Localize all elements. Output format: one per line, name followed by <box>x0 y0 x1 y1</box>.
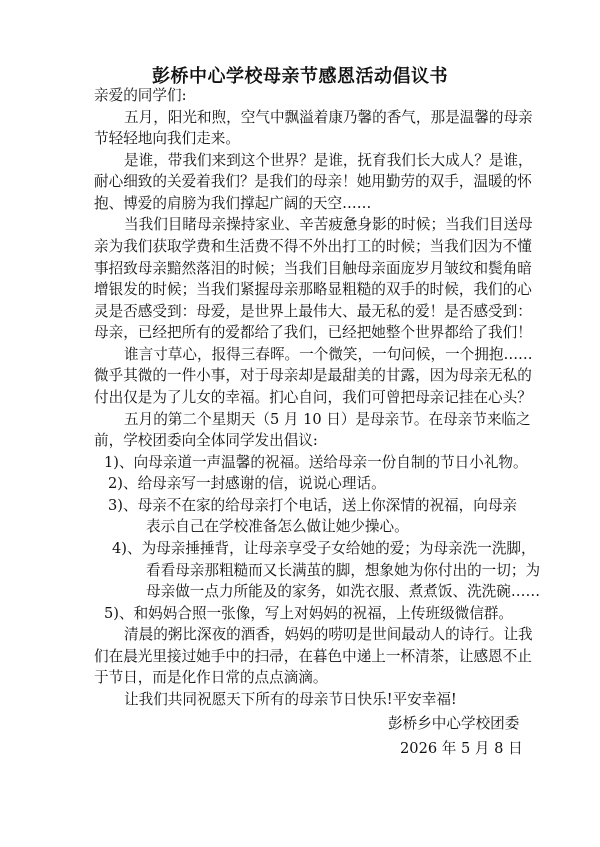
signature: 彭桥乡中心学校团委 <box>388 715 520 732</box>
body-line: 于节日，而是化作日常的点点滴滴。 <box>94 669 328 687</box>
body-line: 们在晨光里接过她手中的扫帚，在暮色中递上一杯清茶，让感恩不止 <box>94 647 532 665</box>
body-line: 节轻轻地向我们走来。 <box>94 130 240 148</box>
body-line: 前，学校团委向全体同学发出倡议: <box>94 432 318 450</box>
body-line: 母亲，已经把所有的爱都给了我们，已经把她整个世界都给了我们！ <box>94 324 532 342</box>
body-line: 增银发的时候；当我们紧握母亲那略显粗糙的双手的时候，我们的心 <box>94 281 532 299</box>
proposal-item: 2)、给母亲写一封感谢的信，说说心理话。 <box>108 475 386 493</box>
proposal-item-continued: 表示自己在学校准备怎么做让她少操心。 <box>146 518 409 536</box>
body-line: 耐心细致的关爱着我们？是我们的母亲！她用勤劳的双手，温暖的怀 <box>94 173 532 191</box>
proposal-item: 3)、母亲不在家的给母亲打个电话，送上你深情的祝福，向母亲 <box>108 496 518 514</box>
body-line: 让我们共同祝愿天下所有的母亲节日快乐!平安幸福! <box>124 691 457 708</box>
body-line: 谁言寸草心，报得三春晖。一个微笑，一句问候，一个拥抱…… <box>124 345 533 363</box>
proposal-item: 4)、为母亲捶捶背，让母亲享受子女给她的爱；为母亲洗一洗脚， <box>112 540 536 557</box>
body-line: 是谁，带我们来到这个世界？是谁，抚育我们长大成人？是谁， <box>124 151 533 169</box>
proposal-item-continued: 母亲做一点力所能及的家务，如洗衣服、煮煮饭、洗洗碗…… <box>146 583 541 601</box>
body-line: 抱、博爱的肩膀为我们撑起广阔的天空…… <box>94 194 372 212</box>
date: 2026 年 5 月 8 日 <box>400 740 523 757</box>
proposal-item-continued: 看看母亲那粗糙而又长满茧的脚，想象她为你付出的一切；为 <box>146 561 541 579</box>
proposal-item: 5)、和妈妈合照一张像，写上对妈妈的祝福，上传班级微信群。 <box>104 604 514 622</box>
body-line: 清晨的粥比深夜的酒香，妈妈的唠叨是世间最动人的诗行。让我 <box>124 626 533 644</box>
body-line: 事招致母亲黯然落泪的时候；当我们目触母亲面庞岁月皱纹和鬓角暗 <box>94 259 532 277</box>
body-line: 五月，阳光和煦，空气中飘溢着康乃馨的香气，那是温馨的母亲 <box>124 108 533 126</box>
body-line: 付出仅是为了儿女的幸福。扪心自问，我们可曾把母亲记挂在心头？ <box>94 389 532 406</box>
body-line: 当我们目睹母亲操持家业、辛苦疲惫身影的时候；当我们目送母 <box>124 216 533 234</box>
body-line: 亲为我们获取学费和生活费不得不外出打工的时候；当我们因为不懂 <box>94 238 532 255</box>
document-title: 彭桥中心学校母亲节感恩活动倡议书 <box>152 66 448 87</box>
body-line: 五月的第二个星期天（5 月 10 日）是母亲节。在母亲节来临之 <box>124 410 531 428</box>
body-line: 灵是否感受到：母爱，是世界上最伟大、最无私的爱！是否感受到： <box>94 302 532 320</box>
proposal-item: 1)、向母亲道一声温馨的祝福。送给母亲一份自制的节日小礼物。 <box>104 453 528 471</box>
body-line: 微乎其微的一件小事，对于母亲却是最甜美的甘露，因为母亲无私的 <box>94 367 532 385</box>
greeting: 亲爱的同学们: <box>94 87 187 104</box>
